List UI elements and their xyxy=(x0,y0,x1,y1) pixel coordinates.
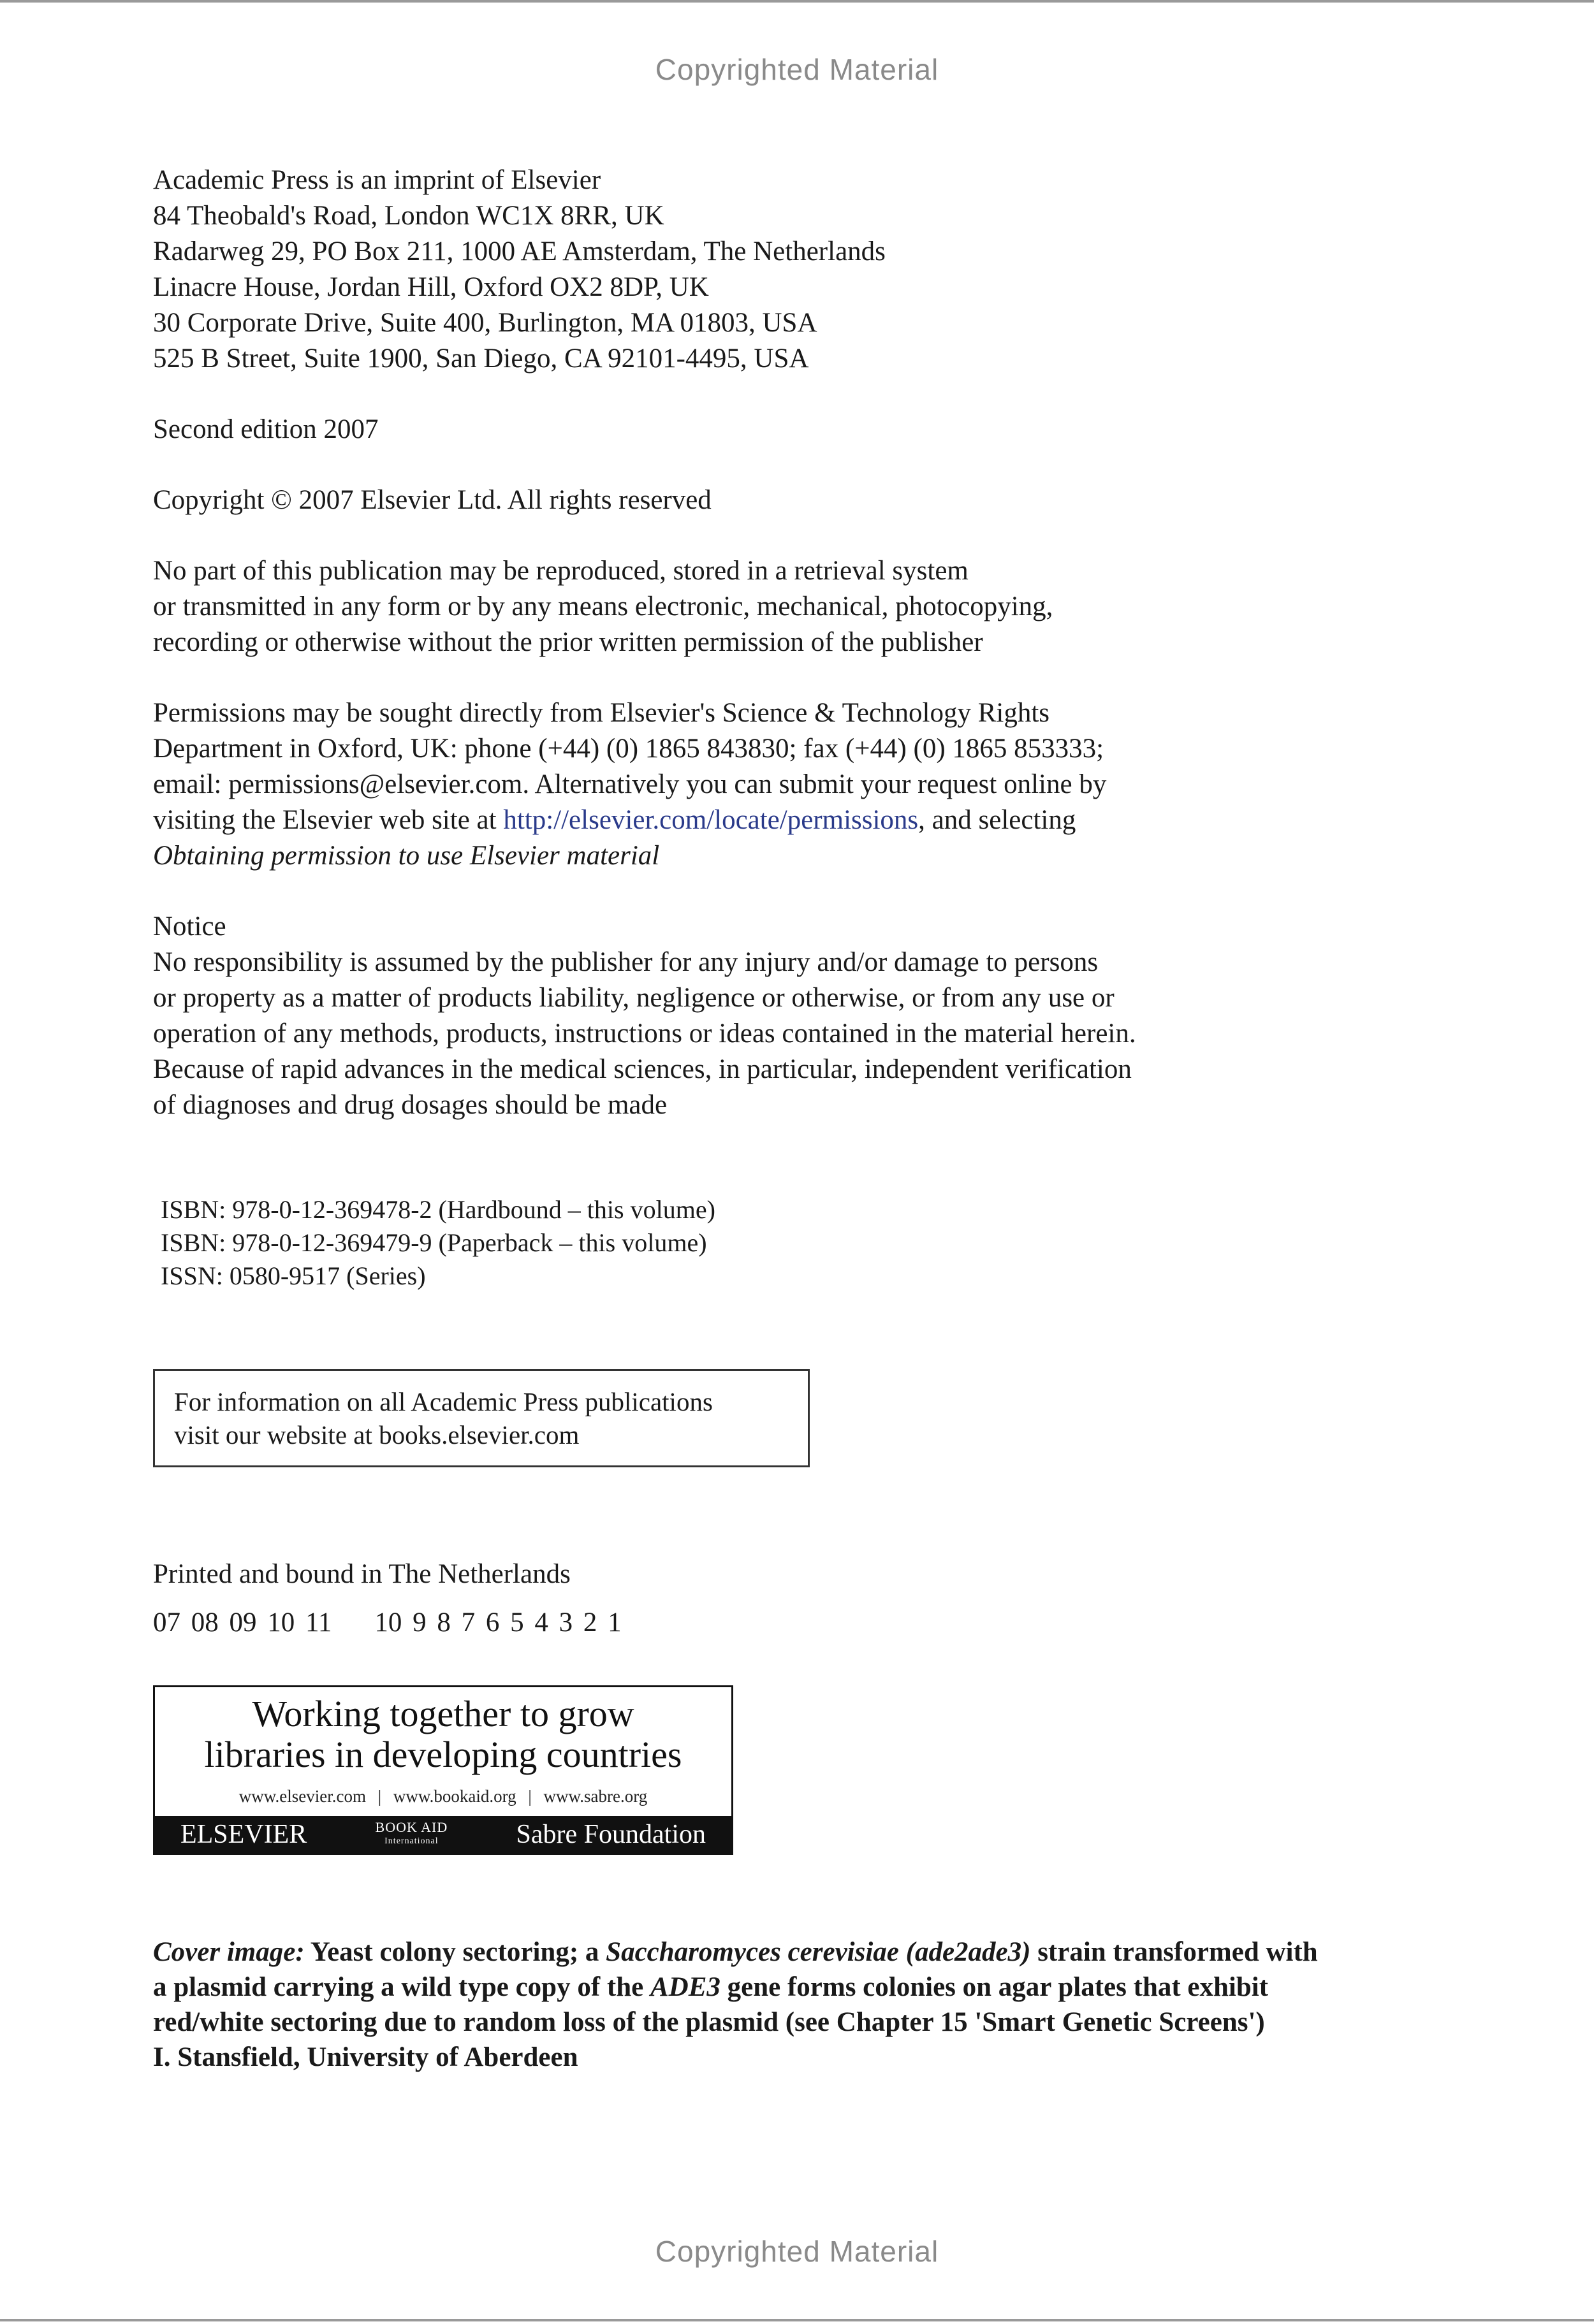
reproduction-line: or transmitted in any form or by any means electronic, mechanical, photocopying, xyxy=(153,592,1053,621)
permissions-italic-line: Obtaining permission to use Elsevier material xyxy=(153,841,660,871)
page-bottom-edge xyxy=(0,2319,1594,2321)
sabre-url: www.sabre.org xyxy=(543,1787,648,1806)
permissions-text: visiting the Elsevier web site at xyxy=(153,805,504,835)
notice-line: No responsibility is assumed by the publisher for any injury and/or damage to persons xyxy=(153,947,1099,977)
cover-gene: ADE3 xyxy=(650,1972,720,2002)
libraries-banner xyxy=(153,1685,733,1855)
permissions-line xyxy=(153,803,1479,838)
info-line: visit our website at books.elsevier.com xyxy=(174,1420,580,1449)
printed-location: Printed and bound in The Netherlands xyxy=(153,1559,571,1589)
publications-info-box xyxy=(153,1369,810,1467)
cover-text: a plasmid carrying a wild type copy of the xyxy=(153,1972,650,2002)
url-separator: | xyxy=(377,1787,382,1806)
permissions-paragraph xyxy=(153,695,1479,874)
reproduction-line: recording or otherwise without the prior written permission of the publisher xyxy=(153,627,983,657)
address-line: 84 Theobald's Road, London WC1X 8RR, UK xyxy=(153,201,664,231)
cover-species: Saccharomyces cerevisiae (ade2ade3) xyxy=(606,1937,1031,1967)
cover-image-credit xyxy=(153,1935,1486,2075)
cover-label: Cover image: xyxy=(153,1937,305,1967)
notice-heading: Notice xyxy=(153,911,226,941)
cover-text: strain transformed with xyxy=(1030,1937,1318,1967)
notice-line: operation of any methods, products, instructions or ideas contained in the material herein. xyxy=(153,1019,1136,1049)
elsevier-url: www.elsevier.com xyxy=(238,1787,366,1806)
permissions-link[interactable]: http://elsevier.com/locate/permissions xyxy=(503,805,919,835)
info-line: For information on all Academic Press publications xyxy=(174,1387,713,1416)
banner-urls xyxy=(155,1775,731,1816)
cover-line xyxy=(153,1935,1486,1970)
bookaid-logo xyxy=(376,1820,448,1848)
bookaid-subtext: International xyxy=(384,1836,439,1846)
notice-line: Because of rapid advances in the medical sciences, in particular, independent verification xyxy=(153,1054,1132,1084)
reproduction-notice xyxy=(153,553,1479,660)
address-line: Linacre House, Jordan Hill, Oxford OX2 8DP, UK xyxy=(153,272,709,302)
reproduction-line: No part of this publication may be reproduced, stored in a retrieval system xyxy=(153,556,969,586)
sabre-logo: Sabre Foundation xyxy=(516,1820,706,1849)
bookaid-url: www.bookaid.org xyxy=(393,1787,516,1806)
url-separator: | xyxy=(528,1787,532,1806)
cover-credit-author: I. Stansfield, University of Aberdeen xyxy=(153,2042,578,2072)
cover-text: Yeast colony sectoring; a xyxy=(304,1937,606,1967)
banner-line: libraries in developing countries xyxy=(204,1734,682,1775)
notice-line: of diagnoses and drug dosages should be made xyxy=(153,1090,668,1120)
watermark-top: Copyrighted Material xyxy=(655,53,939,86)
banner-headline xyxy=(155,1687,731,1775)
edition-text: Second edition 2007 xyxy=(153,414,379,444)
isbn-list xyxy=(153,1193,1479,1293)
isbn-line: ISBN: 978-0-12-369479-9 (Paperback – this volume) xyxy=(161,1228,707,1257)
elsevier-logo: ELSEVIER xyxy=(180,1820,307,1849)
permissions-line: email: permissions@elsevier.com. Alternatively you can submit your request online by xyxy=(153,769,1107,799)
cover-text: gene forms colonies on agar plates that exhibit xyxy=(720,1972,1269,2002)
permissions-line: Permissions may be sought directly from Elsevier's Science & Technology Rights xyxy=(153,698,1050,728)
watermark-bottom: Copyrighted Material xyxy=(655,2235,939,2268)
address-line: 30 Corporate Drive, Suite 400, Burlington, MA 01803, USA xyxy=(153,308,817,338)
bookaid-text: BOOK AID xyxy=(375,1819,448,1835)
notice-section xyxy=(153,909,1479,1123)
isbn-line: ISSN: 0580-9517 (Series) xyxy=(161,1261,426,1290)
print-numbers: 07 08 09 10 11 10 9 8 7 6 5 4 3 2 1 xyxy=(153,1608,622,1638)
copyright-page-content xyxy=(153,163,1479,2075)
cover-line xyxy=(153,1970,1486,2005)
permissions-line: Department in Oxford, UK: phone (+44) (0) 1865 843830; fax (+44) (0) 1865 853333; xyxy=(153,734,1104,764)
publisher-line: Academic Press is an imprint of Elsevier xyxy=(153,165,601,195)
banner-line: Working together to grow xyxy=(252,1693,634,1734)
cover-line: red/white sectoring due to random loss of the plasmid (see Chapter 15 'Smart Genetic Screens') xyxy=(153,2007,1265,2037)
address-line: Radarweg 29, PO Box 211, 1000 AE Amsterdam, The Netherlands xyxy=(153,236,886,266)
permissions-text: , and selecting xyxy=(918,805,1076,835)
address-line: 525 B Street, Suite 1900, San Diego, CA 92101-4495, USA xyxy=(153,344,809,374)
page-top-edge xyxy=(0,0,1594,3)
sponsor-logo-bar xyxy=(155,1816,731,1853)
copyright-notice: Copyright © 2007 Elsevier Ltd. All rights reserved xyxy=(153,485,712,515)
publisher-addresses xyxy=(153,163,1479,377)
notice-line: or property as a matter of products liability, negligence or otherwise, or from any use or xyxy=(153,983,1115,1013)
isbn-line: ISBN: 978-0-12-369478-2 (Hardbound – this volume) xyxy=(161,1195,715,1224)
